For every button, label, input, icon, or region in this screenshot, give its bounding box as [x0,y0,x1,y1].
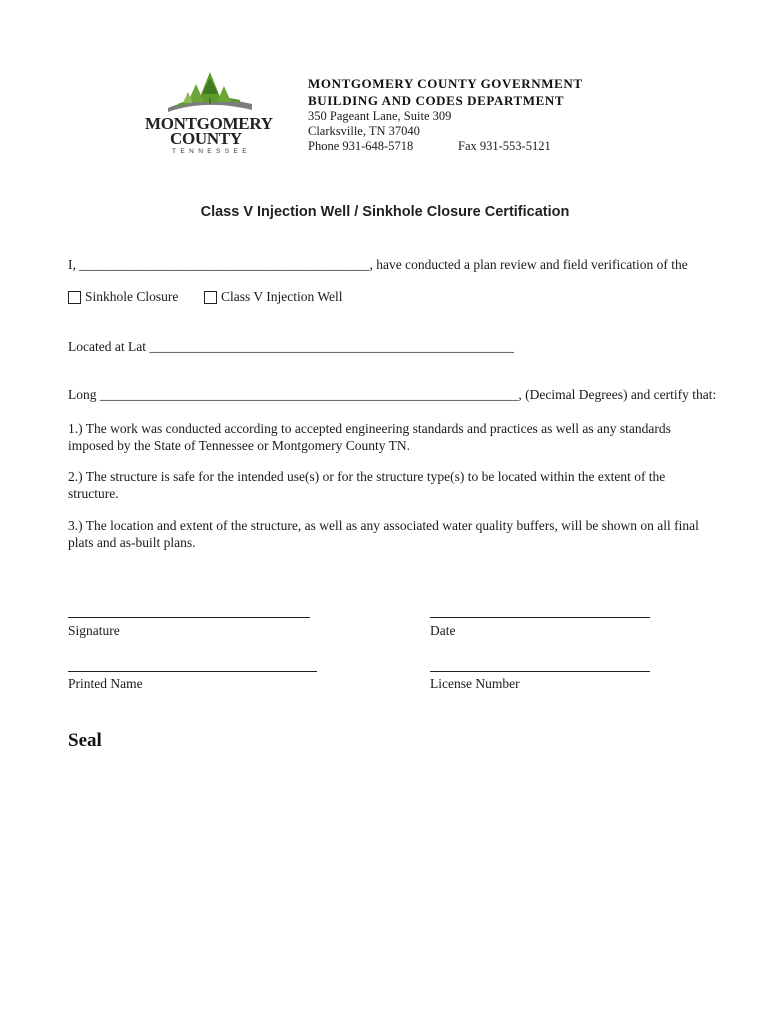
license-number-line[interactable] [430,671,650,672]
statement-1: 1.) The work was conducted according to accepted engineering standards and practices as well as any standards imposed by the State of Tennessee or Montgomery County TN. [68,421,671,453]
address-line-1: 350 Pageant Lane, Suite 309 [308,109,452,123]
phone-number: Phone 931-648-5718 [308,139,414,153]
date-label: Date [430,623,456,638]
logo-text-montgomery: MONTGOMERY [145,114,273,133]
logo-text-county: COUNTY [170,129,242,148]
tree-icon [140,68,270,118]
sinkhole-closure-label: Sinkhole Closure [85,289,179,304]
signature-line[interactable] [68,617,310,618]
printed-name-label: Printed Name [68,676,143,691]
intro-line: I, ___________________________________________, have conducted a plan review and field verification of the [68,257,688,272]
injection-well-checkbox[interactable] [204,291,217,304]
address-line-2: Clarksville, TN 37040 [308,124,420,138]
injection-well-label: Class V Injection Well [221,289,343,304]
date-line[interactable] [430,617,650,618]
page-title: Class V Injection Well / Sinkhole Closure Certification [200,204,570,220]
printed-name-line[interactable] [68,671,317,672]
fax-number: Fax 931-553-5121 [458,139,551,153]
signature-label: Signature [68,623,120,638]
latitude-field[interactable]: Located at Lat ______________________________________________________ [68,339,514,354]
license-number-label: License Number [430,676,520,691]
org-name: MONTGOMERY COUNTY GOVERNMENT [308,76,583,91]
department-name: BUILDING AND CODES DEPARTMENT [308,93,565,108]
statement-3: 3.) The location and extent of the structure, as well as any associated water quality buffers, will be shown on all final plats and as-built plans. [68,518,699,550]
county-logo [140,68,273,160]
statement-2: 2.) The structure is safe for the intended use(s) or for the structure type(s) to be located within the extent of the structure. [68,469,666,501]
seal-heading: Seal [68,730,102,751]
logo-text-tennessee: TENNESSEE [172,148,251,155]
sinkhole-closure-checkbox[interactable] [68,291,81,304]
longitude-field[interactable]: Long ______________________________________________________________, (Decimal Degrees) and certify that: [68,387,717,402]
